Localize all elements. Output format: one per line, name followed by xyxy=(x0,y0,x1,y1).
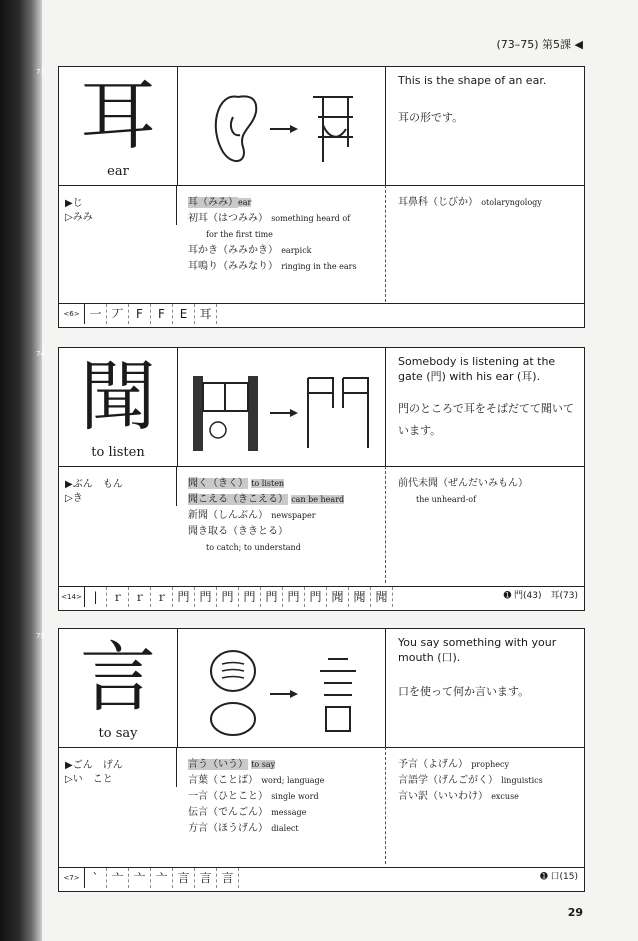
vocab-item: the unheard-of xyxy=(416,495,477,504)
page-header: (73–75) 第5課 ◀ xyxy=(496,38,583,51)
story-japanese: 耳の形です。 xyxy=(398,111,464,124)
vocab-item: 耳鼻科（じびか） otolaryngology xyxy=(398,197,542,208)
vocab-item: 耳（みみ）ear xyxy=(188,197,252,208)
vocab-item: for the first time xyxy=(206,230,273,239)
kanji-box xyxy=(59,348,178,467)
mnemonic-story xyxy=(385,67,585,186)
story-english: This is the shape of an ear. xyxy=(398,74,547,87)
vocab-item: 耳鳴り（みみなり） ringing in the ears xyxy=(188,261,357,272)
stroke: 亠 xyxy=(129,868,151,888)
stroke: ` xyxy=(85,868,107,888)
kun-reading: ▷みみ xyxy=(65,212,93,223)
kun-reading: ▷い こと xyxy=(65,774,113,785)
stroke: F xyxy=(129,304,151,324)
cross-reference: ➊ 門(43) 耳(73) xyxy=(503,591,578,601)
vocab-item: 聞こえる（きこえる） can be heard xyxy=(188,494,345,505)
vocab-item: 言葉（ことば） word; language xyxy=(188,775,325,786)
stroke: 門 xyxy=(305,587,327,607)
story-japanese: 口を使って何か言います。 xyxy=(398,685,530,698)
advanced-vocab xyxy=(385,466,584,583)
kanji-character: 聞 xyxy=(80,352,156,441)
stroke: 門 xyxy=(239,587,261,607)
page-number: 29 xyxy=(567,906,583,919)
stroke: 一 xyxy=(85,304,107,324)
on-reading: ▶ごん げん xyxy=(65,760,123,771)
ear-drawing-icon xyxy=(178,67,385,185)
advanced-vocab xyxy=(385,185,584,302)
stroke: 言 xyxy=(217,868,239,888)
stroke: 門 xyxy=(173,587,195,607)
mnemonic-story xyxy=(385,348,585,467)
kanji-meaning: ear xyxy=(107,164,129,179)
vocab-list xyxy=(178,185,385,275)
vocab-item: 言う（いう） to say xyxy=(188,759,276,770)
kanji-character: 言 xyxy=(80,633,156,722)
story-english: You say something with your mouth (口). xyxy=(398,636,557,664)
mnemonic-illustration xyxy=(178,67,385,186)
vocab-item: 前代未聞（ぜんだいみもん） xyxy=(398,478,528,489)
stroke: E xyxy=(173,304,195,324)
mnemonic-illustration xyxy=(178,629,385,748)
kun-reading: ▷き xyxy=(65,493,83,504)
readings xyxy=(59,185,177,225)
stroke: 門 xyxy=(261,587,283,607)
cross-reference: ➊ 口(15) xyxy=(540,872,578,882)
stroke: 亠 xyxy=(151,868,173,888)
vocab-item: 方言（ほうげん） dialect xyxy=(188,823,299,834)
kanji-meaning: to say xyxy=(98,726,138,741)
entry-number: 74 xyxy=(36,350,45,358)
vocab-item: to catch; to understand xyxy=(206,543,301,552)
vocab-item: 聞き取る（ききとる） xyxy=(188,526,288,537)
on-reading: ▶じ xyxy=(65,198,83,209)
story-japanese: 門のところで耳をそばだてて聞いています。 xyxy=(398,402,574,437)
stroke: ｒ xyxy=(107,587,129,607)
stroke: ｒ xyxy=(151,587,173,607)
mnemonic-illustration xyxy=(178,348,385,467)
stroke-order xyxy=(59,303,584,324)
on-reading: ▶ぶん もん xyxy=(65,479,123,490)
vocab-item: 耳かき（みみかき） earpick xyxy=(188,245,312,256)
vocab-item: 予言（よげん） prophecy xyxy=(398,759,509,770)
stroke: 丆 xyxy=(107,304,129,324)
stroke: F xyxy=(151,304,173,324)
vocab-item: 一言（ひとこと） single word xyxy=(188,791,319,802)
gate-listen-drawing-icon xyxy=(178,348,385,466)
vocab-list xyxy=(178,747,385,837)
stroke: 亠 xyxy=(107,868,129,888)
stroke: 聞 xyxy=(371,587,393,607)
book-spine-shadow xyxy=(0,0,42,941)
stroke-count: <14> xyxy=(59,587,85,607)
vocab-item: 聞く（きく） to listen xyxy=(188,478,285,489)
vocab-list xyxy=(178,466,385,556)
kanji-box xyxy=(59,67,178,186)
kanji-card-ear xyxy=(58,66,585,328)
mouth-speech-drawing-icon xyxy=(178,629,385,747)
stroke: 門 xyxy=(217,587,239,607)
stroke: 言 xyxy=(173,868,195,888)
kanji-meaning: to listen xyxy=(91,445,145,460)
stroke: 聞 xyxy=(327,587,349,607)
kanji-card-say xyxy=(58,628,585,892)
stroke: 言 xyxy=(195,868,217,888)
stroke: ｒ xyxy=(129,587,151,607)
stroke: | xyxy=(85,587,107,607)
vocab-item: 伝言（でんごん） message xyxy=(188,807,307,818)
vocab-item: 初耳（はつみみ） something heard of xyxy=(188,213,351,224)
entry-number: 73 xyxy=(36,68,45,76)
story-english: Somebody is listening at the gate (門) with his ear (耳). xyxy=(398,355,556,383)
stroke-order xyxy=(59,867,584,888)
vocab-item: 言語学（げんごがく） linguistics xyxy=(398,775,543,786)
stroke-count: <7> xyxy=(59,868,85,888)
vocab-item: 新聞（しんぶん） newspaper xyxy=(188,510,316,521)
readings xyxy=(59,747,177,787)
kanji-box xyxy=(59,629,178,748)
kanji-character: 耳 xyxy=(80,71,156,160)
advanced-vocab xyxy=(385,747,584,864)
stroke: 聞 xyxy=(349,587,371,607)
stroke-count: <6> xyxy=(59,304,85,324)
vocab-item: 言い訳（いいわけ） excuse xyxy=(398,791,519,802)
kanji-card-listen xyxy=(58,347,585,611)
readings xyxy=(59,466,177,506)
stroke: 耳 xyxy=(195,304,217,324)
stroke: 門 xyxy=(283,587,305,607)
stroke: 門 xyxy=(195,587,217,607)
entry-number: 75 xyxy=(36,632,45,640)
mnemonic-story xyxy=(385,629,585,748)
